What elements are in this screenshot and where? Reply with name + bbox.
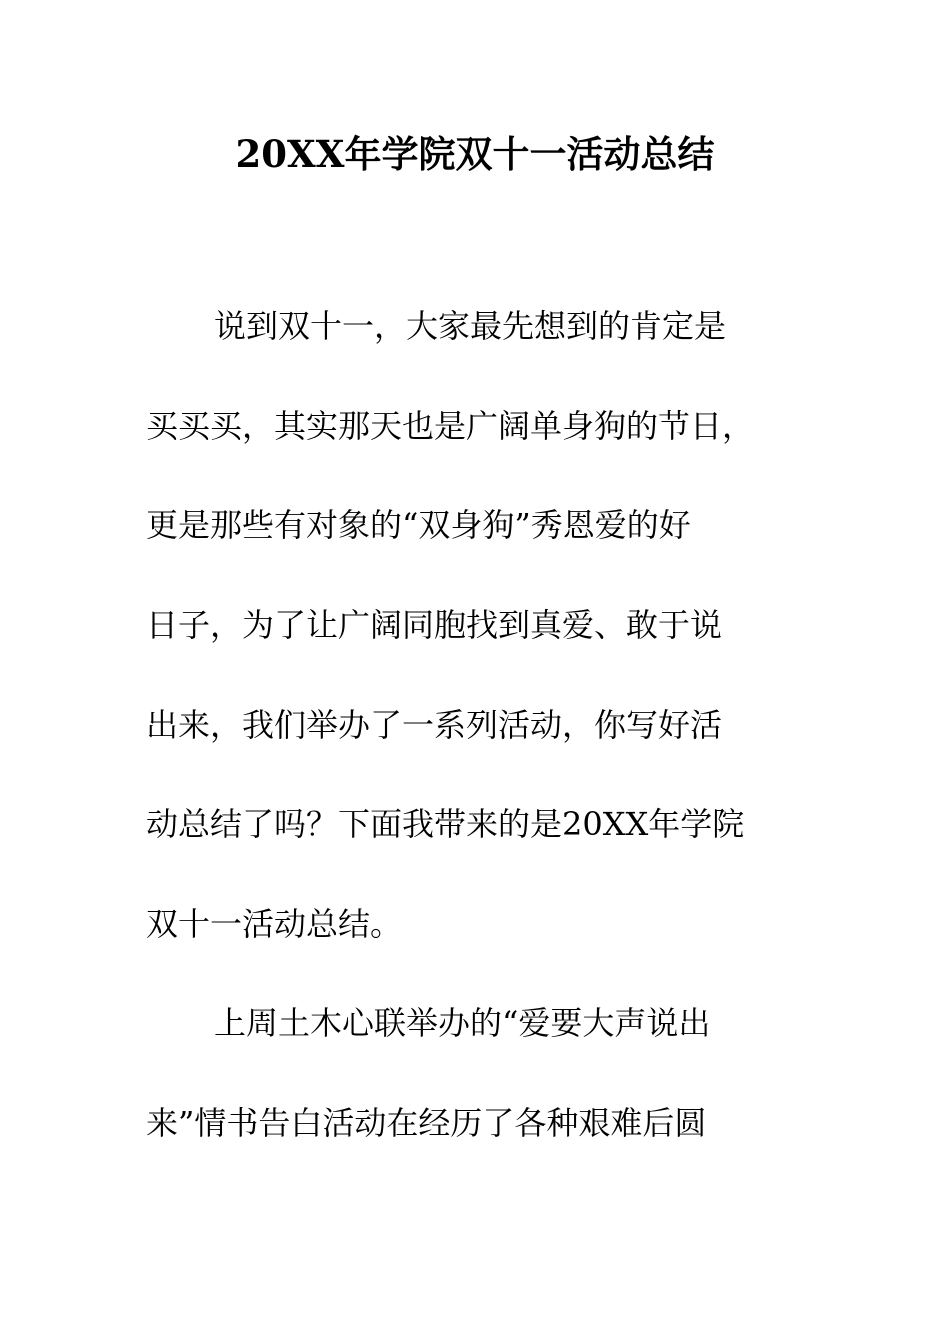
paragraph-1-line-2: 买买买，其实那天也是广阔单身狗的节日， bbox=[146, 407, 755, 445]
paragraph-2-line-2: 来”情书告白活动在经历了各种艰难后圆 bbox=[146, 1104, 707, 1142]
paragraph-1-line-3: 更是那些有对象的“双身狗”秀恩爱的好 bbox=[146, 506, 691, 544]
paragraph-1-line-7: 双十一活动总结。 bbox=[146, 905, 403, 943]
document-title: 20XX年学院双十一活动总结 bbox=[235, 132, 715, 176]
paragraph-1-line-6: 动总结了吗？下面我带来的是20XX年学院 bbox=[146, 805, 745, 843]
paragraph-1-line-5: 出来，我们举办了一系列活动，你写好活 bbox=[146, 706, 723, 744]
paragraph-1-line-1: 说到双十一，大家最先想到的肯定是 bbox=[214, 307, 727, 345]
paragraph-1-line-4: 日子，为了让广阔同胞找到真爱、敢于说 bbox=[146, 606, 723, 644]
paragraph-2-line-1: 上周土木心联举办的“爱要大声说出 bbox=[214, 1004, 711, 1042]
